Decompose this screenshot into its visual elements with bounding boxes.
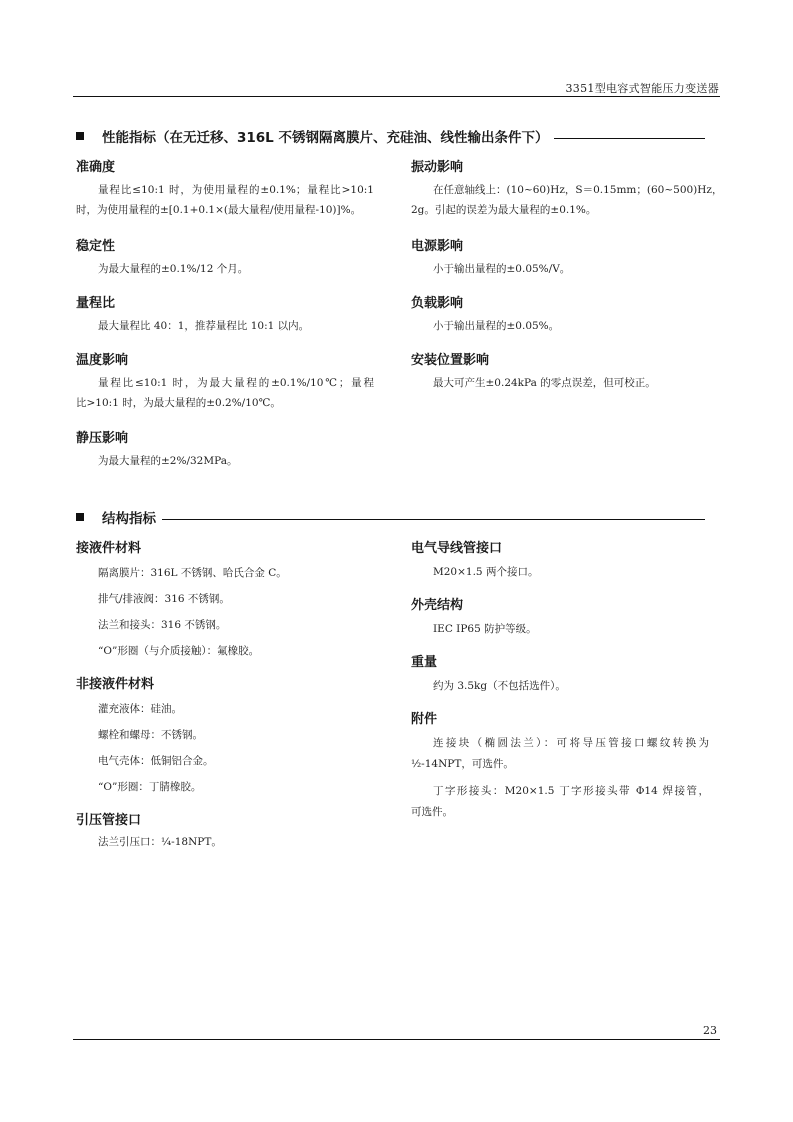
wetted-parts-title: 接液件材料: [76, 541, 142, 556]
rangeability-text: [76, 316, 376, 336]
accessories-title: 附件: [411, 712, 438, 727]
accessories-text: [411, 733, 711, 823]
stability-title: 稳定性: [76, 239, 116, 254]
mounting-line-1: 最大可产生±0.24kPa 的零点误差，但可校正。: [433, 377, 656, 389]
wetted-line-2: 排气/排液阀：316 不锈钢。: [98, 593, 230, 605]
vibration-line-2: 2g。引起的误差为最大量程的±0.1%。: [411, 204, 597, 216]
power-line-1: 小于输出量程的±0.05%/V。: [433, 263, 571, 275]
conduit-line-1: M20×1.5 两个接口。: [433, 566, 539, 578]
conduit-connection-title: 电气导线管接口: [411, 541, 503, 556]
temperature-text: [76, 373, 376, 413]
wetted-line-1: 隔离膜片：316L 不锈钢、哈氏合金 C。: [98, 567, 287, 579]
accuracy-line-1: 量程比≤10:1 时，为使用量程的±0.1%；量程比>10:1: [98, 184, 374, 196]
conduit-connection-text: [411, 562, 711, 582]
non-wetted-line-1: 灌充液体：硅油。: [98, 703, 182, 715]
section-performance-heading: [76, 126, 705, 146]
header-divider: [73, 96, 720, 97]
housing-text: [411, 619, 711, 639]
static-pressure-line-1: 为最大量程的±2%/32MPa。: [98, 455, 238, 467]
non-wetted-parts-text: [76, 696, 376, 800]
stability-text: [76, 259, 376, 279]
weight-line-1: 约为 3.5kg（不包括选件）。: [433, 680, 566, 692]
load-line-1: 小于输出量程的±0.05%。: [433, 320, 560, 332]
stability-line-1: 为最大量程的±0.1%/12 个月。: [98, 263, 249, 275]
heading-rule: [554, 138, 705, 139]
static-pressure-title: 静压影响: [76, 431, 129, 446]
accessories-line-2: ½-14NPT，可选件。: [411, 758, 514, 770]
vibration-line-1: 在任意轴线上：(10~60)Hz，S＝0.15mm；(60~500)Hz，: [433, 184, 723, 196]
rangeability-title: 量程比: [76, 296, 116, 311]
weight-title: 重量: [411, 655, 438, 670]
mounting-title: 安装位置影响: [411, 353, 490, 368]
accuracy-title: 准确度: [76, 160, 116, 175]
heading-rule: [162, 519, 705, 520]
process-connection-line-1: 法兰引压口：¼-18NPT。: [98, 836, 222, 848]
load-text: [411, 316, 711, 336]
temperature-line-1: 量程比≤10:1 时，为最大量程的±0.1%/10℃；量程: [98, 377, 374, 389]
section-structure-heading: [76, 507, 705, 527]
non-wetted-line-3: 电气壳体：低铜铝合金。: [98, 755, 214, 767]
accuracy-line-2: 时，为使用量程的±[0.1+0.1×(最大量程/使用量程-10)]%。: [76, 204, 362, 216]
vibration-text: [411, 180, 723, 220]
load-title: 负载影响: [411, 296, 464, 311]
square-bullet-icon: [76, 513, 84, 521]
power-title: 电源影响: [411, 239, 464, 254]
section-performance-title: 性能指标（在无迁移、316L 不锈钢隔离膜片、充硅油、线性输出条件下）: [102, 130, 549, 146]
housing-title: 外壳结构: [411, 598, 464, 613]
weight-text: [411, 676, 711, 696]
power-text: [411, 259, 711, 279]
static-pressure-text: [76, 451, 376, 471]
non-wetted-line-4: “O”形圈：丁腈橡胶。: [98, 781, 202, 793]
accessories-line-3: 丁字形接头：M20×1.5 丁字形接头带 Φ14 焊接管，: [433, 785, 709, 797]
accessories-line-4: 可选件。: [411, 806, 453, 818]
wetted-parts-text: [76, 560, 376, 664]
accuracy-text: [76, 180, 376, 220]
non-wetted-parts-title: 非接液件材料: [76, 677, 155, 692]
non-wetted-line-2: 螺栓和螺母：不锈钢。: [98, 729, 203, 741]
page-number: 23: [703, 1024, 717, 1037]
process-connection-title: 引压管接口: [76, 813, 142, 828]
accessories-line-1: 连接块（椭圆法兰）：可将导压管接口螺纹转换为: [433, 737, 709, 749]
temperature-title: 温度影响: [76, 353, 129, 368]
section-structure-title: 结构指标: [102, 511, 156, 527]
wetted-line-3: 法兰和接头：316 不锈钢。: [98, 619, 227, 631]
header-title: 3351型电容式智能压力变送器: [565, 82, 719, 95]
vibration-title: 振动影响: [411, 160, 464, 175]
process-connection-text: [76, 832, 376, 852]
housing-line-1: IEC IP65 防护等级。: [433, 623, 537, 635]
wetted-line-4: “O”形圈（与介质接触）：氟橡胶。: [98, 645, 260, 657]
mounting-text: [411, 373, 711, 393]
square-bullet-icon: [76, 132, 84, 140]
footer-divider: [73, 1039, 720, 1040]
temperature-line-2: 比>10:1 时，为最大量程的±0.2%/10℃。: [76, 397, 281, 409]
rangeability-line-1: 最大量程比 40：1，推荐量程比 10:1 以内。: [98, 320, 310, 332]
